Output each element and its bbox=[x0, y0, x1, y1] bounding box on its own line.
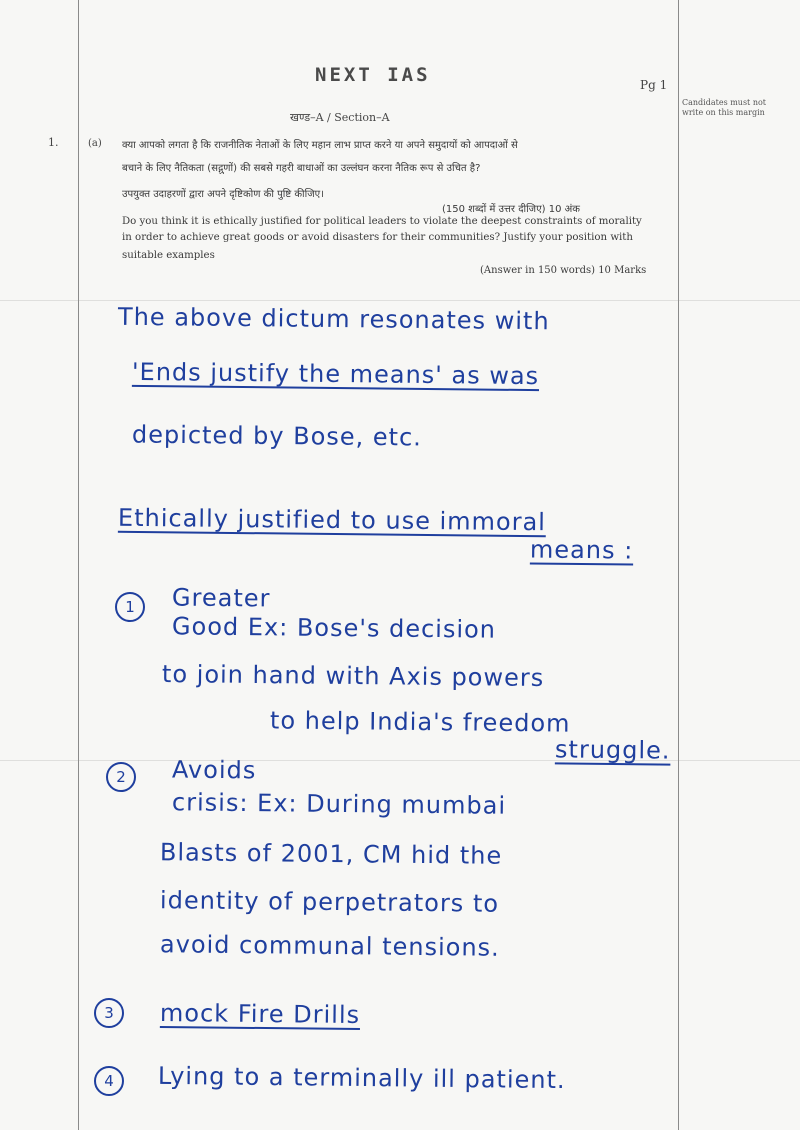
point-line: Blasts of 2001, CM hid the bbox=[159, 838, 503, 870]
question-english-line: Do you think it is ethically justified for political leaders to violate the deepest constraints of morality bbox=[122, 216, 642, 227]
left-margin-line bbox=[78, 0, 79, 1130]
margin-note: Candidates must not write on this margin bbox=[682, 98, 766, 117]
point-line: Greater bbox=[171, 583, 271, 613]
answer-intro-line: The above dictum resonates with bbox=[117, 302, 550, 336]
point-number-badge: 2 bbox=[106, 762, 136, 792]
question-part: (a) bbox=[88, 138, 102, 149]
question-english-line: in order to achieve great goods or avoid disasters for their communities? Justify your position with bbox=[122, 232, 633, 243]
question-english-marks: (Answer in 150 words) 10 Marks bbox=[480, 265, 647, 276]
point-line: Avoids bbox=[171, 755, 257, 785]
answer-intro-line: depicted by Bose, etc. bbox=[131, 420, 423, 452]
question-hindi-marks: (150 शब्दों में उत्तर दीजिए) 10 अंक bbox=[442, 204, 580, 215]
point-line: identity of perpetrators to bbox=[159, 886, 500, 918]
question-english-line: suitable examples bbox=[122, 250, 215, 261]
scan-artifact bbox=[0, 760, 800, 761]
point-line: Good Ex: Bose's decision bbox=[171, 612, 497, 644]
point-line: struggle. bbox=[554, 735, 671, 765]
point-line: crisis: Ex: During mumbai bbox=[171, 788, 507, 820]
section-title: खण्ड–A / Section–A bbox=[290, 111, 390, 124]
point-number-badge: 3 bbox=[94, 998, 124, 1028]
point-number-badge: 1 bbox=[115, 592, 145, 622]
question-hindi-line: उपयुक्त उदाहरणों द्वारा अपने दृष्टिकोण की पुष्टि कीजिए। bbox=[122, 189, 324, 200]
answer-intro-line: 'Ends justify the means' as was bbox=[131, 357, 540, 391]
question-number: 1. bbox=[48, 136, 59, 149]
point-line: mock Fire Drills bbox=[159, 998, 361, 1030]
point-line: avoid communal tensions. bbox=[159, 930, 500, 962]
point-line: to help India's freedom bbox=[269, 706, 571, 738]
point-number-badge: 4 bbox=[94, 1066, 124, 1096]
brand-header: NEXT IAS bbox=[315, 64, 431, 86]
page-number: Pg 1 bbox=[640, 78, 668, 92]
question-hindi-line: बचाने के लिए नैतिकता (सद्गुणों) की सबसे गहरी बाधाओं का उल्लंघन करना नैतिक रूप से उचित है? bbox=[122, 163, 481, 174]
point-line: to join hand with Axis powers bbox=[161, 659, 545, 693]
question-hindi-line: क्या आपको लगता है कि राजनीतिक नेताओं के लिए महान लाभ प्राप्त करने या अपने समुदायों को आपदाओं से bbox=[122, 140, 518, 151]
answer-heading-cont: means : bbox=[529, 535, 634, 565]
point-line: Lying to a terminally ill patient. bbox=[157, 1061, 566, 1095]
right-margin-line bbox=[678, 0, 679, 1130]
answer-heading: Ethically justified to use immoral bbox=[117, 503, 547, 537]
scan-artifact bbox=[0, 300, 800, 301]
